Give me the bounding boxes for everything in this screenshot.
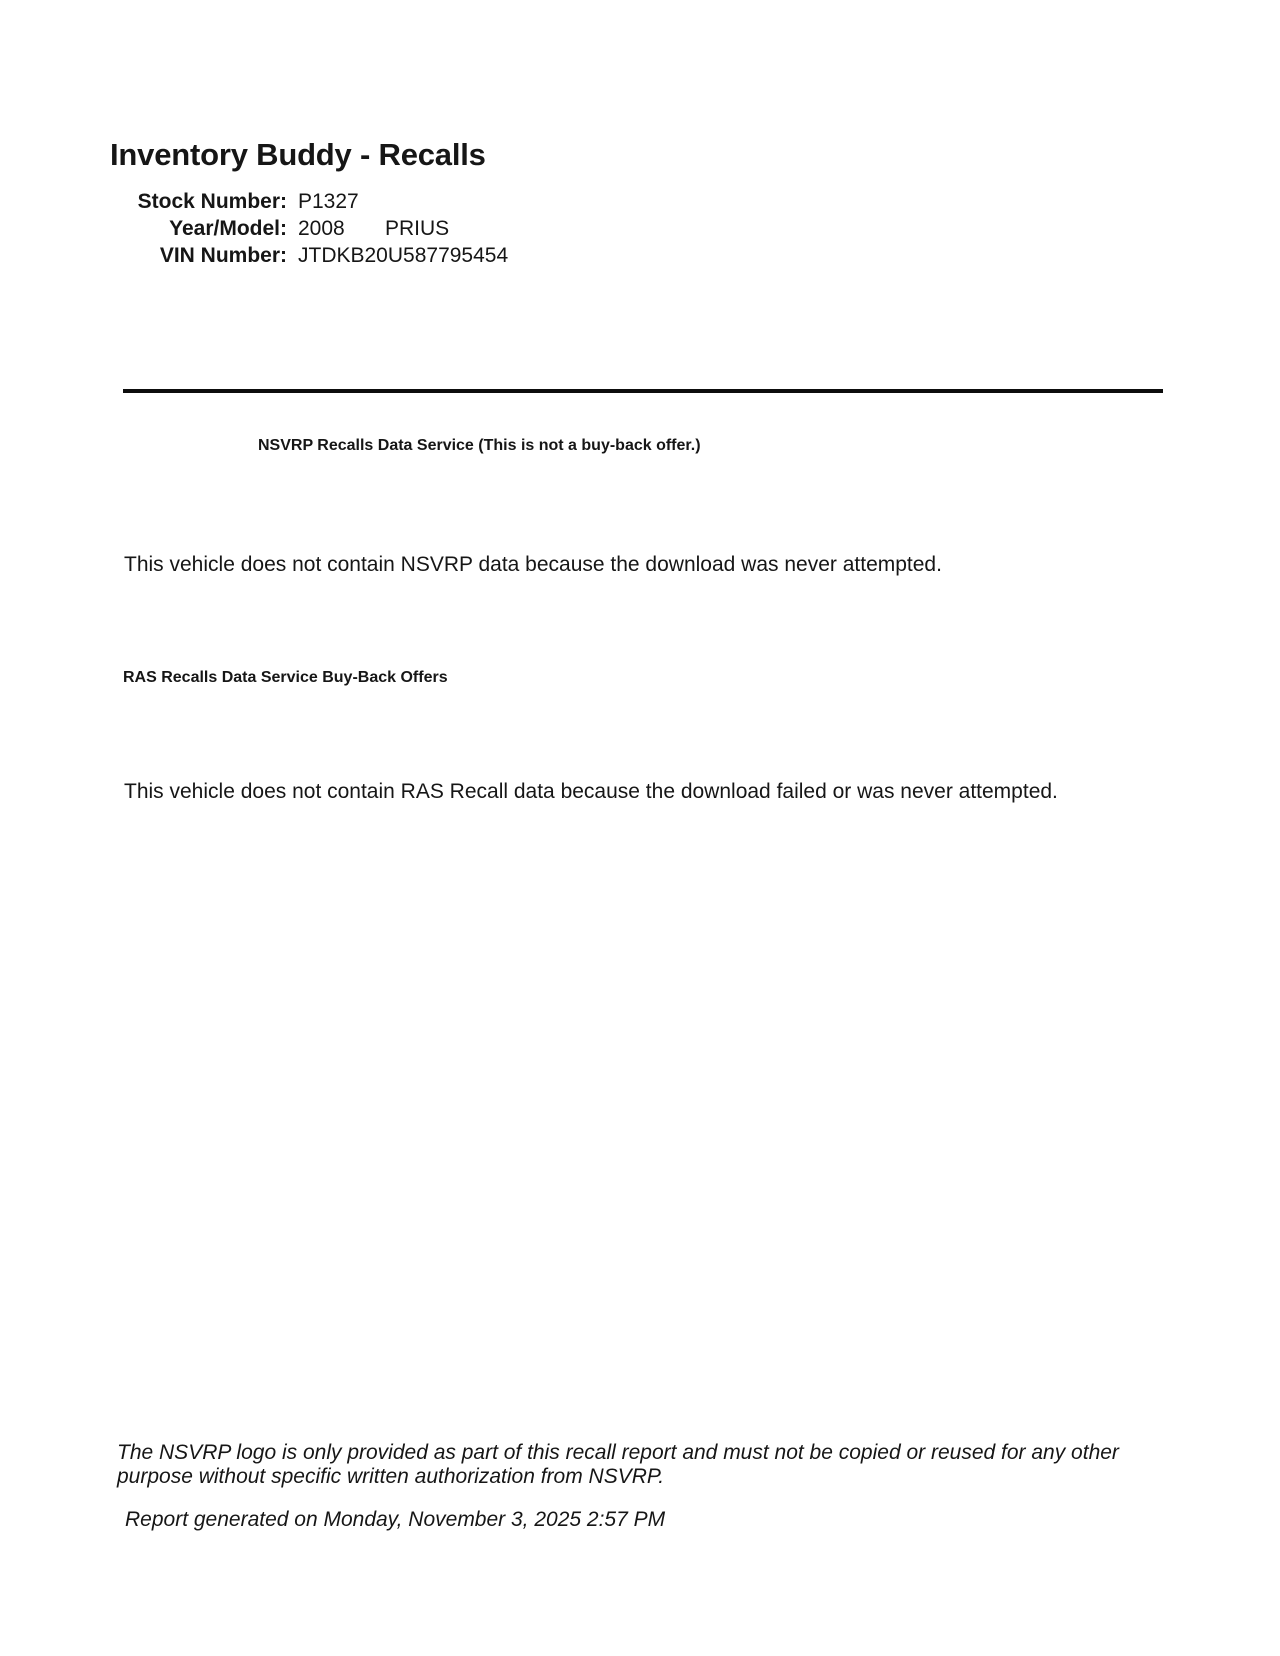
logo-disclaimer-text: The NSVRP logo is only provided as part of this recall report and must not be copied or reused for any other purpose without specific written authorization from NSVRP. xyxy=(117,1441,1119,1488)
year-value: 2008 xyxy=(298,217,345,240)
report-generated-timestamp: Report generated on Monday, November 3, 2025 2:57 PM xyxy=(125,1508,666,1531)
vin-number-row xyxy=(0,242,700,269)
year-model-label: Year/Model: xyxy=(169,217,287,240)
year-model-row xyxy=(0,215,700,242)
page-title: Inventory Buddy - Recalls xyxy=(110,137,486,172)
vin-number-label: VIN Number: xyxy=(159,244,287,267)
model-value: PRIUS xyxy=(385,217,450,240)
stock-number-row xyxy=(0,188,700,215)
ras-section-heading: RAS Recalls Data Service Buy-Back Offers xyxy=(123,669,448,686)
ras-section-body: This vehicle does not contain RAS Recall data because the download failed or was never attempted. xyxy=(124,780,1058,803)
nsvrp-section-heading: NSVRP Recalls Data Service (This is not a buy-back offer.) xyxy=(258,437,701,454)
horizontal-divider xyxy=(123,389,1163,393)
stock-number-label: Stock Number: xyxy=(137,190,287,213)
nsvrp-section-body: This vehicle does not contain NSVRP data because the download was never attempted. xyxy=(124,553,942,576)
stock-number-value: P1327 xyxy=(298,190,359,213)
vin-number-value: JTDKB20U587795454 xyxy=(298,244,509,267)
